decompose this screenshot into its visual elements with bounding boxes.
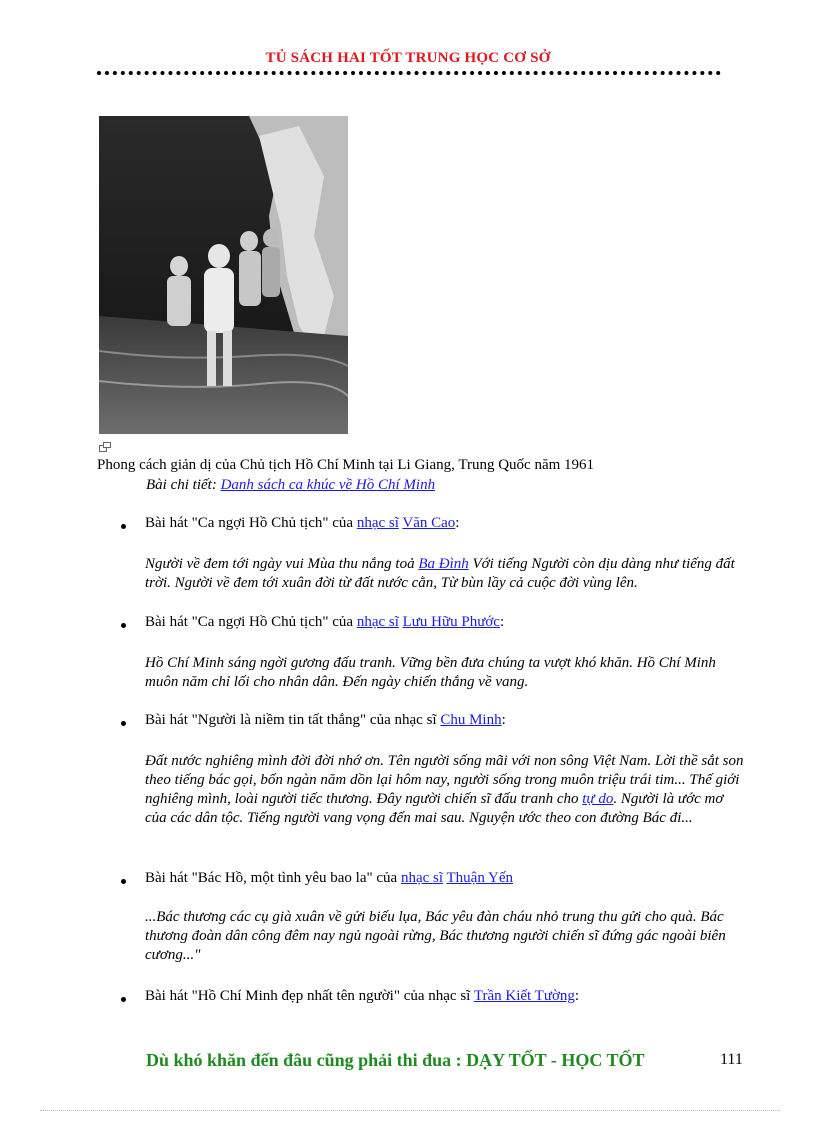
song-title-line xyxy=(145,870,513,887)
song-lyric xyxy=(145,555,745,593)
page-header-title: TỦ SÁCH HAI TỐT TRUNG HỌC CƠ SỞ xyxy=(265,50,551,66)
lyric-part: Đất nước nghiêng mình đời đời nhớ ơn. Tên người sống mãi với non sông Việt Nam. Lời thề sắt son theo tiếng bác gọi, bốn ngàn năm dồn lại hôm nay, người sống trong muôn triệu trái tim... Thế giới nghiêng mình, loài người tiếc thương. Đây người chiến sĩ đấu tranh cho xyxy=(145,753,744,807)
composer-link-thuan-yen[interactable]: Thuận Yến xyxy=(446,870,514,886)
song-prefix: Bài hát "Bác Hồ, một tình yêu bao la" của xyxy=(145,870,398,886)
lyric-part: . Người là ước mơ của các dân tộc. Tiếng người vang vọng đến mai sau. Nguyện ước theo con đường Bác đi... xyxy=(145,791,724,826)
header-dotted-rule xyxy=(97,71,721,75)
song-suffix: : xyxy=(574,988,580,1004)
song-suffix: : xyxy=(501,712,506,728)
detail-prefix: Bài chi tiết: xyxy=(146,477,217,493)
song-suffix: : xyxy=(499,614,505,630)
composer-link-nhac-si[interactable]: nhạc sĩ xyxy=(400,870,444,886)
bullet-icon xyxy=(121,623,126,628)
footer-dotted-rule xyxy=(40,1110,780,1111)
historical-photo xyxy=(99,116,348,434)
bullet-icon xyxy=(121,524,126,529)
lyric-part: Với tiếng Người còn dịu dàng như tiếng đất trời. Người về đem tới xuân đời từ đất nước cằn, Từ bùn lầy cả cuộc đời vùng lên. xyxy=(145,556,735,591)
photo-caption: Phong cách giản dị của Chủ tịch Hồ Chí Minh tại Li Giang, Trung Quốc năm 1961 xyxy=(97,457,595,473)
composer-link-nhac-si[interactable]: nhạc sĩ xyxy=(356,614,399,630)
song-title-line xyxy=(145,712,506,729)
song-lyric xyxy=(145,752,745,828)
song-title-line xyxy=(145,614,504,631)
footer-motto: Dù khó khăn đến đâu cũng phải thi đua : DẠY TỐT - HỌC TỐT xyxy=(146,1050,645,1070)
song-title-line xyxy=(145,515,459,532)
bullet-icon xyxy=(121,997,126,1002)
bullet-icon xyxy=(121,721,126,726)
bullet-icon xyxy=(121,879,126,884)
lyric-part: Người về đem tới ngày vui Mùa thu nắng toả xyxy=(145,556,415,572)
composer-link-luu-huu-phuoc[interactable]: Lưu Hữu Phước xyxy=(402,614,500,630)
lyric-link-ba-dinh[interactable]: Ba Đình xyxy=(418,556,469,572)
song-prefix: Bài hát "Hồ Chí Minh đẹp nhất tên người" của nhạc sĩ xyxy=(145,988,471,1004)
image-placeholder-icon xyxy=(99,442,111,452)
lyric-link-tu-do[interactable]: tự do xyxy=(582,791,614,807)
detail-line xyxy=(146,477,435,494)
song-lyric: Hồ Chí Minh sáng ngời gương đấu tranh. Vững bền đưa chúng ta vượt khó khăn. Hồ Chí Minh muôn năm chỉ lối cho nhân dân. Đến ngày chiến thắng về vang. xyxy=(145,655,716,690)
composer-link-nhac-si[interactable]: nhạc sĩ xyxy=(356,515,399,531)
composer-link-van-cao[interactable]: Văn Cao xyxy=(402,515,456,531)
detail-link[interactable]: Danh sách ca khúc về Hồ Chí Minh xyxy=(220,477,436,493)
song-title-line xyxy=(145,988,579,1005)
song-prefix: Bài hát "Ca ngợi Hồ Chủ tịch" của xyxy=(145,614,354,630)
song-prefix: Bài hát "Người là niềm tin tất thắng" của nhạc sĩ xyxy=(145,712,437,728)
page-number: 111 xyxy=(720,1051,743,1068)
composer-link-chu-minh[interactable]: Chu Minh xyxy=(440,712,502,728)
composer-link-tran-kiet-tuong[interactable]: Trần Kiết Tường xyxy=(473,988,575,1004)
song-suffix: : xyxy=(455,515,460,531)
song-lyric: ...Bác thương các cụ già xuân về gửi biếu lụa, Bác yêu đàn cháu nhỏ trung thu gửi cho quà. Bác thương đoàn dân công đêm nay ngủ ngoài rừng, Bác thương người chiến sĩ đứng gác ngoài biên cương..." xyxy=(145,909,726,963)
song-prefix: Bài hát "Ca ngợi Hồ Chủ tịch" của xyxy=(145,515,354,531)
